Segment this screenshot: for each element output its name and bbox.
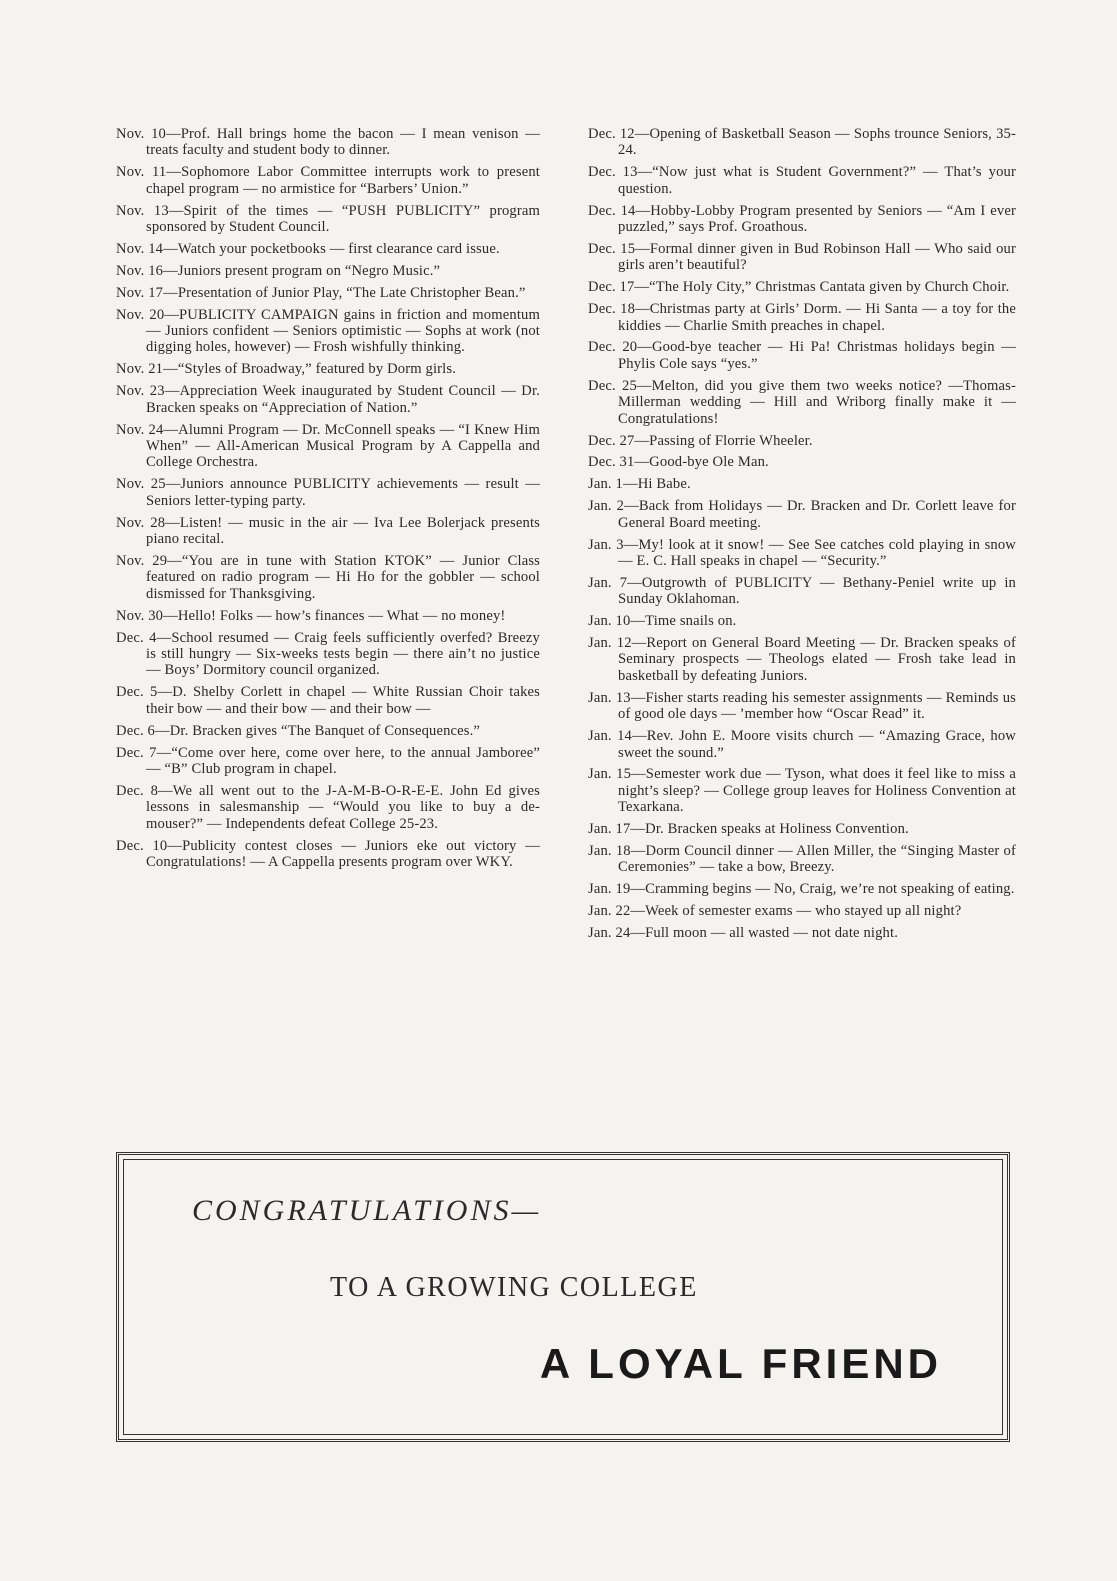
calendar-entry: Dec. 27—Passing of Florrie Wheeler.: [588, 432, 813, 449]
calendar-entry: Jan. 15—Semester work due — Tyson, what does it feel like to miss a night’s sleep? — College group leaves for Holiness Convention at Texarkana.: [588, 766, 1016, 816]
calendar-entry: Jan. 24—Full moon — all wasted — not date night.: [588, 925, 898, 942]
calendar-column-right: [588, 126, 1016, 947]
calendar-entry: Dec. 7—“Come over here, come over here, to the annual Jamboree” — “B” Club program in chapel.: [116, 744, 540, 777]
calendar-entry: Jan. 14—Rev. John E. Moore visits church — “Amazing Grace, how sweet the sound.”: [588, 728, 1016, 761]
calendar-entry: Dec. 14—Hobby-Lobby Program presented by Seniors — “Am I ever puzzled,” says Prof. Groathous.: [588, 202, 1016, 236]
calendar-entry: Nov. 24—Alumni Program — Dr. McConnell speaks — “I Knew Him When” — All-American Musical Program by A Cappella and College Orchestra.: [116, 421, 540, 471]
calendar-entry: Nov. 13—Spirit of the times — “PUSH PUBLICITY” program sponsored by Student Council.: [116, 202, 540, 236]
calendar-entry: Nov. 11—Sophomore Labor Committee interrupts work to present chapel program — no armistice for “Barbers’ Union.”: [116, 164, 540, 197]
calendar-entry: Jan. 17—Dr. Bracken speaks at Holiness Convention.: [588, 821, 909, 838]
calendar-entry: Dec. 10—Publicity contest closes — Juniors eke out victory — Congratulations! — A Cappella presents program over WKY.: [116, 837, 540, 870]
calendar-column-left: [116, 126, 540, 876]
calendar-entry: Jan. 10—Time snails on.: [588, 613, 737, 630]
calendar-entry: Jan. 3—My! look at it snow! — See See catches cold playing in snow — E. C. Hall speaks in chapel — “Security.”: [588, 536, 1016, 569]
calendar-entry: Nov. 28—Listen! — music in the air — Iva Lee Bolerjack presents piano recital.: [116, 514, 540, 548]
calendar-entry: Dec. 6—Dr. Bracken gives “The Banquet of Consequences.”: [116, 722, 481, 739]
calendar-entry: Nov. 29—“You are in tune with Station KTOK” — Junior Class featured on radio program — Hi Ho for the gobbler — school dismissed for Thanksgiving.: [116, 552, 540, 602]
calendar-entry: Dec. 5—D. Shelby Corlett in chapel — White Russian Choir takes their bow — and their bow — and their bow —: [116, 684, 540, 717]
calendar-entry: Nov. 17—Presentation of Junior Play, “The Late Christopher Bean.”: [116, 284, 526, 301]
calendar-entry: Jan. 1—Hi Babe.: [588, 476, 691, 493]
calendar-entry: Dec. 13—“Now just what is Student Government?” — That’s your question.: [588, 164, 1016, 197]
calendar-entry: Jan. 7—Outgrowth of PUBLICITY — Bethany-Peniel write up in Sunday Oklahoman.: [588, 574, 1016, 608]
calendar-entry: Dec. 4—School resumed — Craig feels sufficiently overfed? Breezy is still hungry — Six-weeks tests begin — there ain’t no justice — Boys’ Dormitory council organized.: [116, 629, 540, 679]
calendar-entry: Nov. 23—Appreciation Week inaugurated by Student Council — Dr. Bracken speaks on “Appreciation of Nation.”: [116, 383, 540, 416]
advertisement-inner-border: [123, 1159, 1003, 1435]
calendar-entry: Dec. 25—Melton, did you give them two weeks notice? —Thomas-Millerman wedding — Hill and Wriborg finally make it — Congratulations!: [588, 377, 1016, 427]
calendar-entry: Nov. 21—“Styles of Broadway,” featured by Dorm girls.: [116, 361, 457, 378]
calendar-entry: Nov. 30—Hello! Folks — how’s finances — What — no money!: [116, 607, 506, 624]
calendar-entry: Jan. 18—Dorm Council dinner — Allen Miller, the “Singing Master of Ceremonies” — take a bow, Breezy.: [588, 843, 1016, 876]
calendar-entry: Nov. 25—Juniors announce PUBLICITY achievements — result — Seniors letter-typing party.: [116, 476, 540, 509]
ad-growing-college-line: TO A GROWING COLLEGE: [330, 1272, 698, 1303]
calendar-entry: Dec. 15—Formal dinner given in Bud Robinson Hall — Who said our girls aren’t beautiful?: [588, 240, 1016, 274]
calendar-entry: Jan. 22—Week of semester exams — who stayed up all night?: [588, 903, 962, 920]
calendar-entry: Dec. 8—We all went out to the J-A-M-B-O-R-E-E. John Ed gives lessons in salesmanship — “Would you like to buy a de-mouser?” — Independents defeat College 25-23.: [116, 782, 540, 832]
ad-congratulations-heading: CONGRATULATIONS—: [192, 1194, 542, 1227]
calendar-entry: Nov. 10—Prof. Hall brings home the bacon — I mean venison — treats faculty and student body to dinner.: [116, 126, 540, 159]
calendar-columns: [116, 126, 1016, 1116]
calendar-entry: Nov. 16—Juniors present program on “Negro Music.”: [116, 262, 441, 279]
calendar-entry: Jan. 13—Fisher starts reading his semester assignments — Reminds us of good ole days — ’member how “Oscar Read” it.: [588, 689, 1016, 723]
calendar-entry: Nov. 20—PUBLICITY CAMPAIGN gains in friction and momentum — Juniors confident — Seniors optimistic — Sophs at work (not digging holes, however) — Frosh wishfully thinking.: [116, 306, 540, 356]
calendar-entry: Dec. 31—Good-bye Ole Man.: [588, 454, 769, 471]
ad-loyal-friend-line: A LOYAL FRIEND: [539, 1340, 942, 1387]
advertisement-box: [116, 1152, 1010, 1442]
calendar-entry: Dec. 20—Good-bye teacher — Hi Pa! Christmas holidays begin — Phylis Cole says “yes.”: [588, 339, 1016, 372]
calendar-entry: Dec. 12—Opening of Basketball Season — Sophs trounce Seniors, 35-24.: [588, 126, 1016, 159]
calendar-entry: Jan. 19—Cramming begins — No, Craig, we’re not speaking of eating.: [588, 881, 1015, 898]
calendar-entry: Dec. 17—“The Holy City,” Christmas Cantata given by Church Choir.: [588, 279, 1010, 296]
calendar-entry: Dec. 18—Christmas party at Girls’ Dorm. — Hi Santa — a toy for the kiddies — Charlie Smith preaches in chapel.: [588, 301, 1016, 334]
calendar-entry: Jan. 12—Report on General Board Meeting — Dr. Bracken speaks of Seminary prospects — Theologs elated — Frosh take lead in basketball by defeating Juniors.: [588, 635, 1016, 684]
calendar-entry: Nov. 14—Watch your pocketbooks — first clearance card issue.: [116, 240, 500, 257]
calendar-entry: Jan. 2—Back from Holidays — Dr. Bracken and Dr. Corlett leave for General Board meeting.: [588, 498, 1016, 531]
